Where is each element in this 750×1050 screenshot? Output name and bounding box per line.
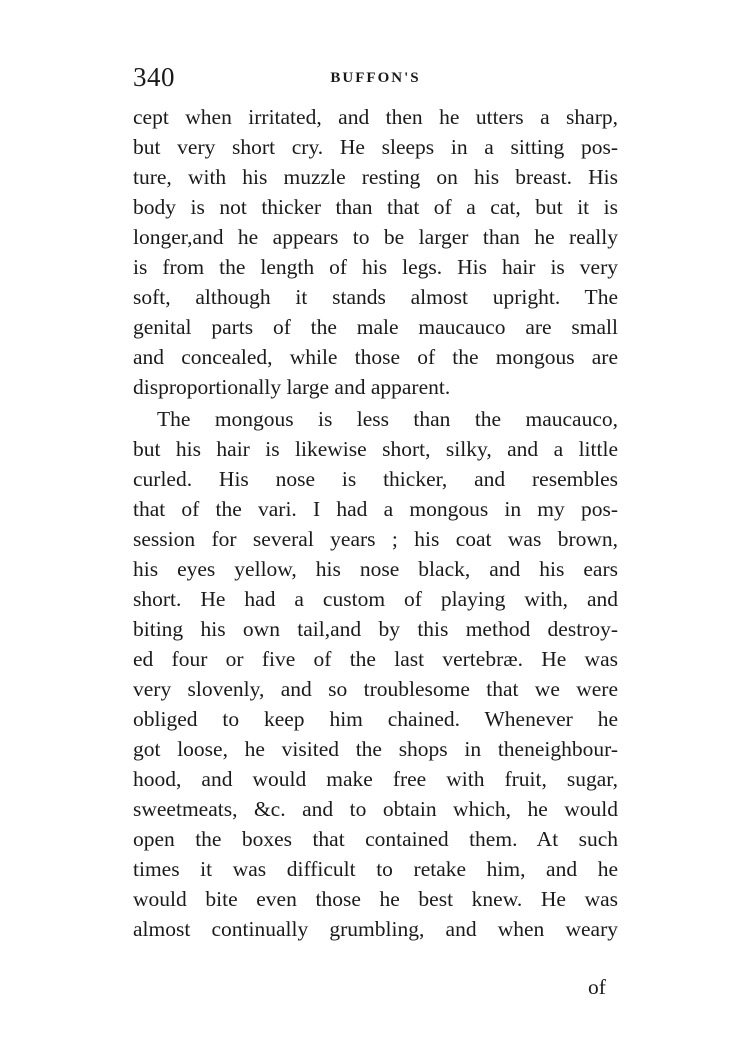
text-line: and concealed, while those of the mongous are (133, 345, 618, 369)
text-line: soft, although it stands almost upright. The (133, 285, 618, 309)
text-line: longer,and he appears to be larger than he really (133, 225, 618, 249)
text-line: but very short cry. He sleeps in a sitting pos- (133, 135, 618, 159)
paragraph (133, 102, 618, 402)
body-text (133, 102, 618, 944)
text-line: hood, and would make free with fruit, sugar, (133, 767, 618, 791)
text-line: disproportionally large and apparent. (133, 375, 451, 399)
text-line: short. He had a custom of playing with, and (133, 587, 618, 611)
text-line: sweetmeats, &c. and to obtain which, he would (133, 797, 618, 821)
text-line: body is not thicker than that of a cat, but it is (133, 195, 618, 219)
running-title: BUFFON'S (330, 70, 421, 86)
running-head (133, 62, 618, 92)
text-line: that of the vari. I had a mongous in my pos- (133, 497, 618, 521)
text-line: almost continually grumbling, and when weary (133, 917, 618, 941)
text-line: biting his own tail,and by this method destroy- (133, 617, 618, 641)
text-line: session for several years ; his coat was brown, (133, 527, 618, 551)
paragraph (133, 404, 618, 944)
text-line: his eyes yellow, his nose black, and his ears (133, 557, 618, 581)
catchword: of (588, 975, 606, 999)
page-number: 340 (133, 62, 175, 92)
text-line: obliged to keep him chained. Whenever he (133, 707, 618, 731)
text-line: ed four or five of the last vertebræ. He was (133, 647, 618, 671)
text-line: is from the length of his legs. His hair is very (133, 255, 618, 279)
text-line: very slovenly, and so troublesome that we were (133, 677, 618, 701)
text-line: ture, with his muzzle resting on his breast. His (133, 165, 618, 189)
text-line: would bite even those he best knew. He was (133, 887, 618, 911)
text-line: open the boxes that contained them. At such (133, 827, 618, 851)
text-line: curled. His nose is thicker, and resembles (133, 467, 618, 491)
text-line: got loose, he visited the shops in theneighbour- (133, 737, 618, 761)
text-line: cept when irritated, and then he utters a sharp, (133, 105, 618, 129)
text-line: genital parts of the male maucauco are small (133, 315, 618, 339)
text-line: times it was difficult to retake him, and he (133, 857, 618, 881)
text-line: but his hair is likewise short, silky, and a little (133, 437, 618, 461)
text-line: The mongous is less than the maucauco, (157, 407, 618, 431)
